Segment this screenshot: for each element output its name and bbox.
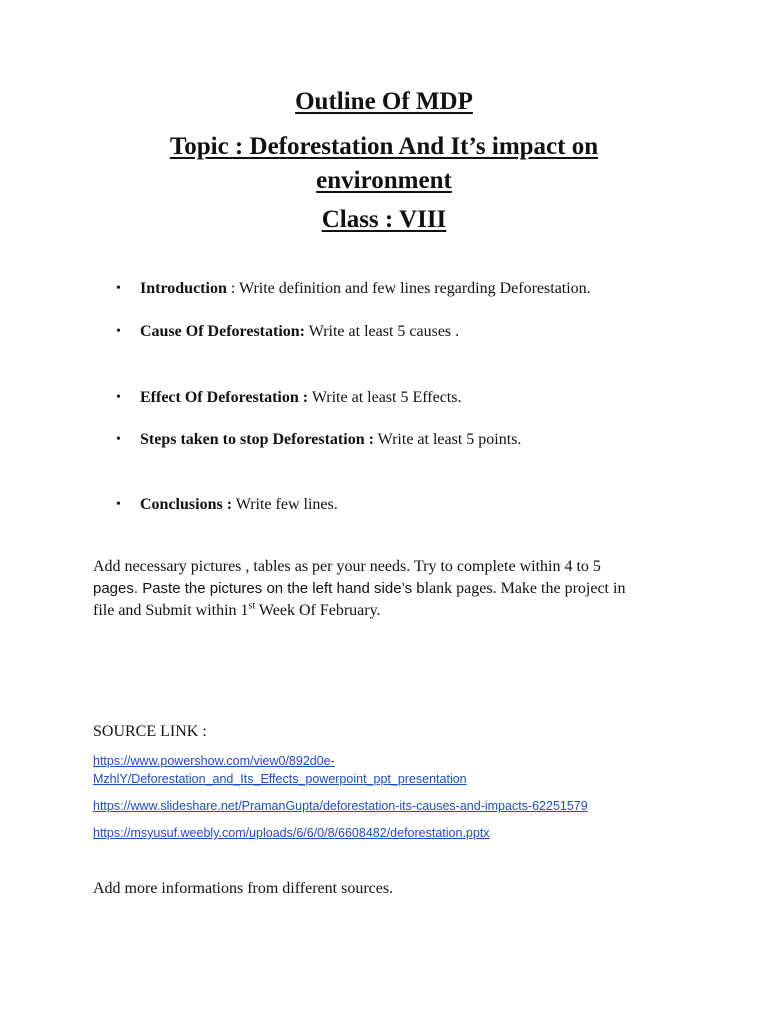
outline-text: Write at least 5 points. <box>377 431 522 448</box>
outline-text: Write at least 5 causes . <box>308 323 460 340</box>
source-link-powershow[interactable]: https://www.powershow.com/view0/892d0e- MzhlY/Deforestation_and_Its_Effects_powerpoint_ppt_presentation <box>93 754 467 786</box>
document-title: Outline Of MDP <box>295 88 473 115</box>
outline-heading: Effect Of Deforestation : <box>140 389 309 406</box>
bullet-icon: • <box>116 390 121 405</box>
outline-heading: Cause Of Deforestation: <box>140 323 306 340</box>
outline-text: Write definition and few lines regarding Deforestation. <box>239 280 591 297</box>
bullet-icon: • <box>116 324 121 339</box>
bullet-icon: • <box>116 432 121 447</box>
class-heading: Class : VIII <box>321 206 447 233</box>
outline-text: Write at least 5 Effects. <box>311 389 462 406</box>
source-link-heading: SOURCE LINK : <box>93 723 207 740</box>
outline-heading: Steps taken to stop Deforestation : <box>140 431 374 448</box>
bullet-icon: • <box>116 281 121 296</box>
outline-heading: Introduction <box>140 280 227 297</box>
bullet-icon: • <box>116 497 121 512</box>
topic-line-2: environment <box>316 167 452 194</box>
closing-note: Add more informations from different sources. <box>93 880 394 897</box>
outline-heading: Conclusions : <box>140 496 233 513</box>
source-link-slideshare[interactable]: https://www.slideshare.net/PramanGupta/deforestation-its-causes-and-impacts-62251579 <box>93 799 588 813</box>
instructions-paragraph: Add necessary pictures , tables as per your needs. Try to complete within 4 to 5 pages. Paste the pictures on the left hand side’s blank pages. Make the project in file and Submit within 1st Week Of February. <box>93 558 626 619</box>
topic-heading <box>0 130 768 198</box>
outline-text: Write few lines. <box>235 496 338 513</box>
topic-line-1: Topic : Deforestation And It’s impact on <box>169 133 599 160</box>
source-link-weebly[interactable]: https://msyusuf.weebly.com/uploads/6/6/0/8/6608482/deforestation.pptx <box>93 826 490 840</box>
